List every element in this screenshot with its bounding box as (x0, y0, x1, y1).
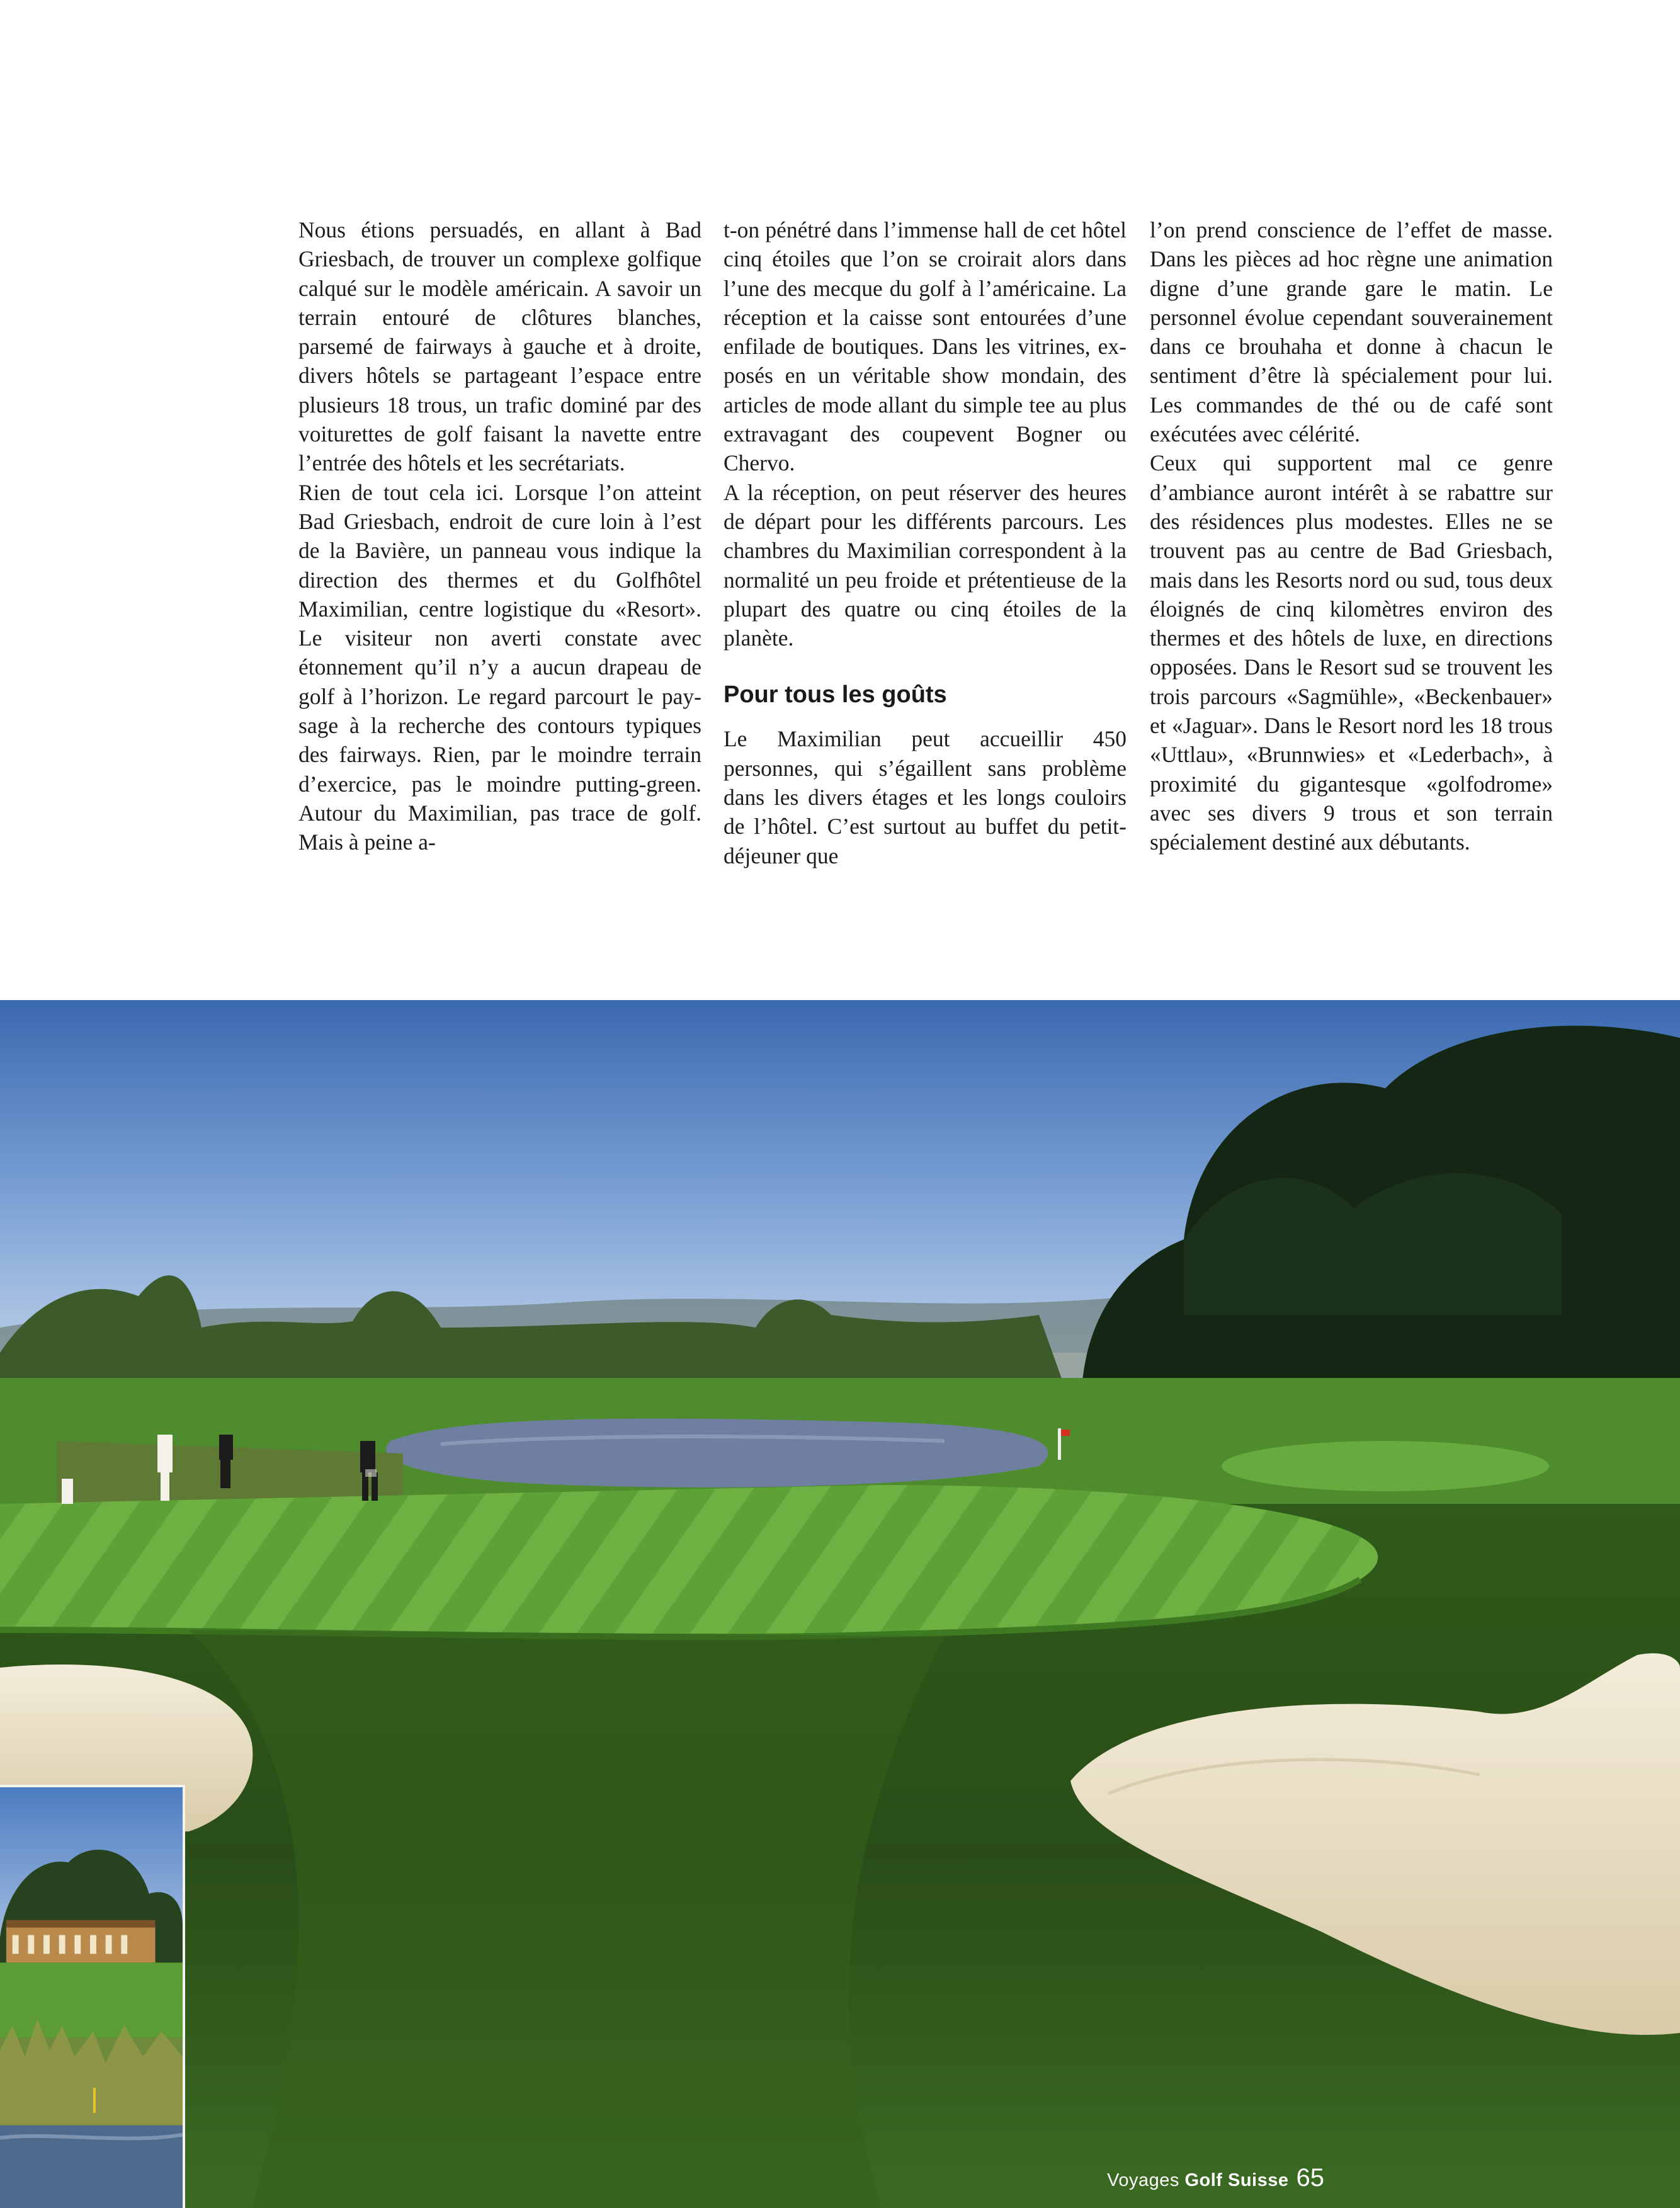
page-number: 65 (1296, 2164, 1324, 2192)
publication-name-light: Voyages (1107, 2170, 1179, 2190)
article-column-1 (298, 215, 701, 857)
paragraph: Le Maximilian peut accueillir 450 personnes, qui s’égaillent sans problème dans les divers étages et les longs couloirs de l’hôtel. C’est surtout au buffet du petit-déjeuner que (724, 726, 1127, 868)
paragraph: Nous étions persuadés, en allant à Bad Griesbach, de trouver un complexe golfique calqué sur le modèle américain. A savoir un terrain entouré de clôtures blanches, parsemé de fairways à gauche et à droite, divers hôtels se partageant l’espace entre plusieurs 18 trous, un trafic dominé par des voiturettes de golf faisant la navette entre l’entrée des hôtels et les secrétariats. (298, 217, 701, 476)
paragraph: l’on prend conscience de l’effet de masse. Dans les pièces ad hoc règne une animation digne d’une grande gare le matin. Le personnel évolue cependant souverainement dans ce brouhaha et donne à chacun le sentiment d’être là spécialement pour lui. Les commandes de thé ou de café sont exécutées avec célérité. (1150, 217, 1553, 447)
publication-name (1107, 2170, 1288, 2191)
section-subheading: Pour tous les goûts (724, 681, 947, 708)
article-column-3 (1150, 215, 1553, 857)
paragraph: Ceux qui supportent mal ce genre d’ambiance auront intérêt à se rabattre sur des résidences plus modestes. Elles ne se trouvent pas au centre de Bad Griesbach, mais dans les Resorts nord ou sud, tous deux éloignés de cinq kilomètres environ des thermes et des hôtels de luxe, en directions opposées. Dans le Resort sud se trouvent les trois parcours «Sagmühle», «Beckenbauer» et «Jaguar». Dans le Resort nord les 18 trous «Uttlau», «Brunnwies» et «Lederbach», à proximité du gigantesque «golfodrome» avec ses divers 9 trous et son terrain spécialement destiné aux débutants. (1150, 450, 1553, 855)
paragraph: A la réception, on peut réserver des heures de départ pour les différents parcours. Les chambres du Maximilian correspondent à la normalité un peu froide et prétentieuse de la plupart des quatre ou cinq étoiles de la planète. (724, 479, 1127, 651)
publication-name-bold: Golf Suisse (1184, 2170, 1289, 2190)
golf-course-photo (0, 1000, 1680, 2208)
paragraph: t-on pénétré dans l’immense hall de cet hôtel cinq étoiles que l’on se croirait alors dans l’une des mecque du golf à l’américaine. La réception et la caisse sont entourées d’une enfilade de boutiques. Dans les vitrines, exposés en un véritable show mondain, des articles de mode allant du simple tee au plus extravagant des coupevent Bogner ou Chervo. (724, 217, 1127, 476)
page-footer (1107, 2164, 1324, 2192)
article-column-2 (724, 215, 1127, 870)
clubhouse-inset-photo (0, 1785, 185, 2208)
paragraph: Rien de tout cela ici. Lorsque l’on atteint Bad Griesbach, endroit de cure loin à l’est de la Bavière, un panneau vous indique la direction des thermes et du Golfhôtel Maximilian, centre logistique du «Resort». Le visiteur non averti constate avec étonnement qu’il n’y a aucun drapeau de golf à l’horizon. Le regard parcourt le paysage à la recherche des contours typiques des fairways. Rien, par le moindre terrain d’exercice, pas le moindre putting-green. Autour du Maximilian, pas trace de golf. Mais à peine a- (298, 479, 701, 855)
